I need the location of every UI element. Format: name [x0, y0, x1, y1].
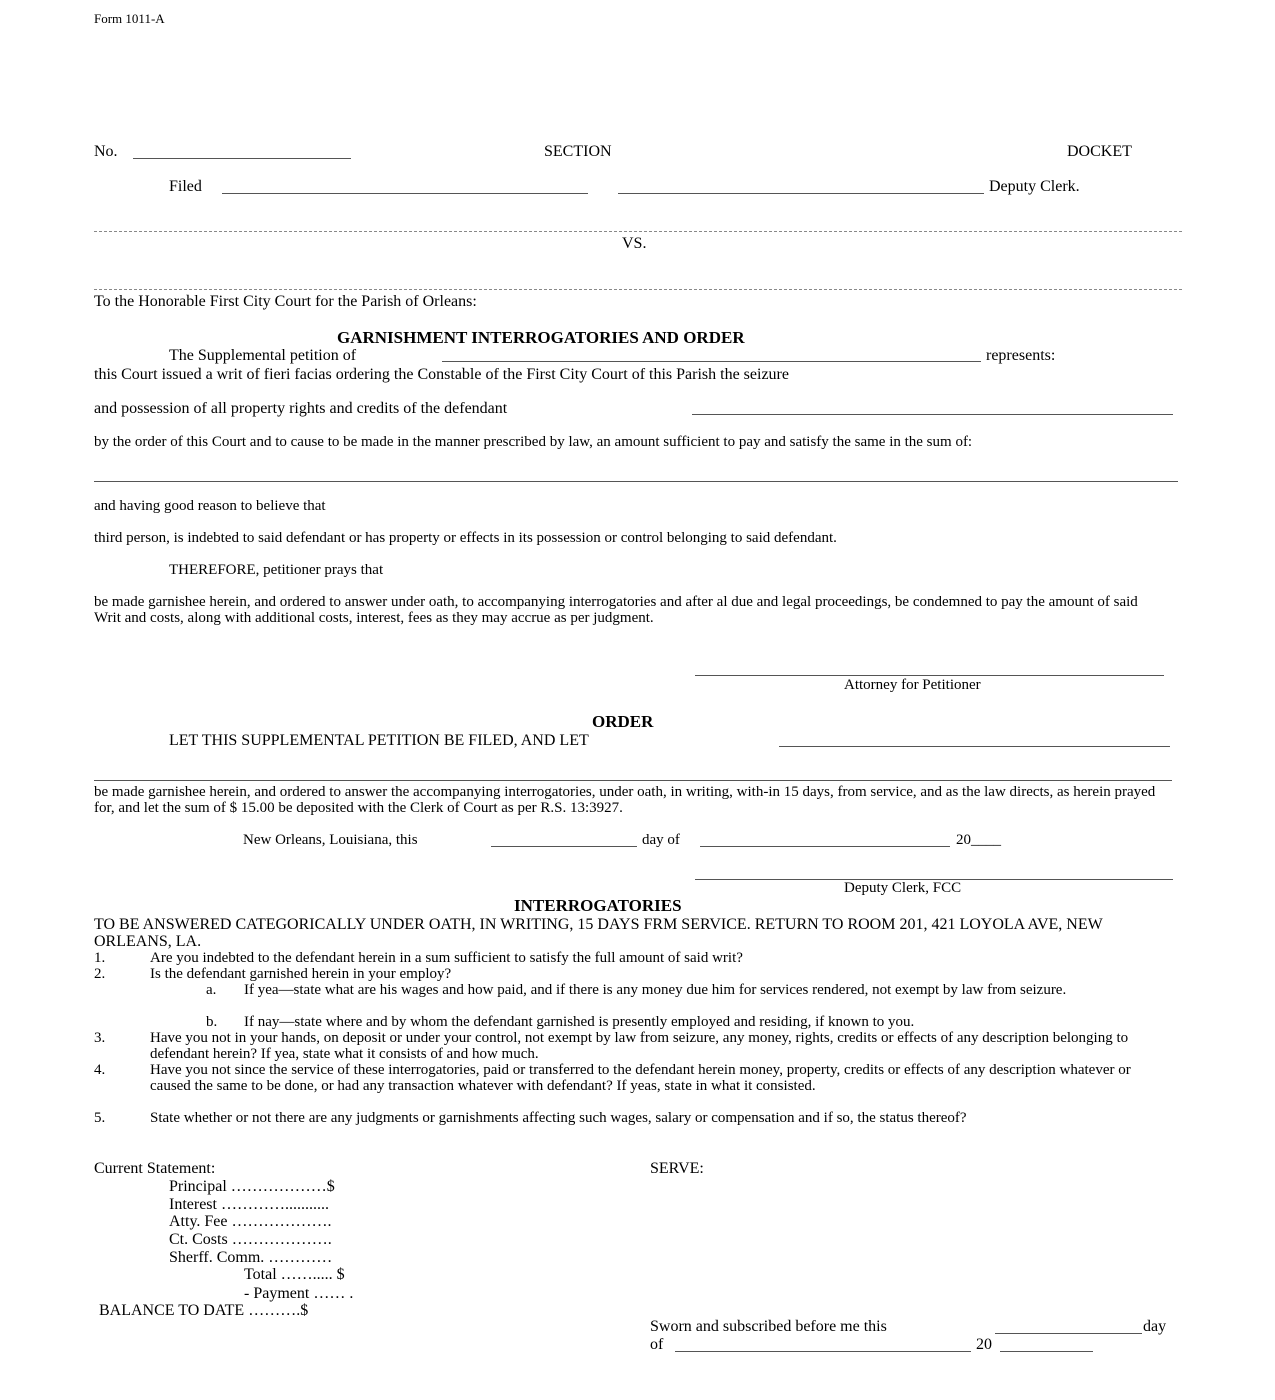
garnishee-blank-2[interactable] [94, 780, 1172, 781]
petition-line4: by the order of this Court and to cause to be made in the manner prescribed by law, an amount sufficient to pay and satisfy the same in the sum of: [94, 434, 973, 450]
order-line2: be made garnishee herein, and ordered to answer the accompanying interrogatories, under oath, in writing, with-in 15 days, from service, and as the law directs, as herein prayed for, and let the sum of $ 15.00 be deposited with the Clerk of Court as per R.S. 13:3927. [94, 784, 1156, 816]
section-label: SECTION [544, 143, 612, 160]
addressee: To the Honorable First City Court for the Parish of Orleans: [94, 293, 477, 310]
sworn-text-b: day [1143, 1318, 1167, 1335]
item-number: b. [206, 1014, 218, 1030]
statement-row: Principal ………………$ [169, 1178, 335, 1195]
no-blank[interactable] [133, 158, 351, 159]
statement-total: Total ……..... $ [244, 1266, 345, 1283]
petition-line5: and having good reason to believe that [94, 498, 326, 514]
filed-blank[interactable] [222, 193, 588, 194]
order-day-blank[interactable] [491, 846, 637, 847]
petition-line1-start: The Supplemental petition of [169, 347, 357, 364]
garnishee-blank[interactable] [779, 746, 1170, 747]
petition-title: GARNISHMENT INTERROGATORIES AND ORDER [337, 328, 745, 347]
defendant-blank[interactable] [692, 414, 1173, 415]
interrogatories-title: INTERROGATORIES [514, 896, 682, 915]
sworn-year-label: 20 [976, 1336, 992, 1353]
petition-line7: THEREFORE, petitioner prays that [169, 562, 384, 578]
docket-label: DOCKET [1067, 143, 1132, 160]
defendant-line[interactable] [94, 289, 1182, 290]
petition-line2: this Court issued a writ of fieri facias ordering the Constable of the First City Court of this Parish the seizure [94, 366, 789, 383]
petition-line8: be made garnishee herein, and ordered to answer under oath, to accompanying interrogatories and after al due and legal proceedings, be condemned to pay the amount of said Writ and costs, along with additional costs, interest, fees as they may accrue as per judgment. [94, 594, 1138, 626]
item-text: If yea—state what are his wages and how paid, and if there is any money due him for services rendered, not exempt by law from seizure. [244, 982, 1067, 998]
form-id: Form 1011-A [94, 11, 165, 26]
statement-balance: BALANCE TO DATE ……….$ [99, 1302, 309, 1319]
deputy-label: Deputy Clerk, FCC [844, 880, 962, 896]
item-number: 5. [94, 1110, 106, 1126]
deputy-clerk-label: Deputy Clerk. [989, 178, 1080, 195]
item-number: 2. [94, 966, 106, 982]
statement-row: Sherff. Comm. ………… [169, 1249, 333, 1266]
interrogatories-intro: TO BE ANSWERED CATEGORICALLY UNDER OATH, IN WRITING, 15 DAYS FRM SERVICE. RETURN TO ROOM 201, 421 LOYOLA AVE, NEW ORLEANS, LA. [94, 916, 1103, 950]
sworn-month-blank[interactable] [675, 1351, 971, 1352]
petition-line1-end: represents: [986, 347, 1056, 364]
statement-row: Atty. Fee ………………. [169, 1213, 332, 1230]
statement-heading: Current Statement: [94, 1160, 216, 1177]
deputy-clerk-blank[interactable] [618, 193, 984, 194]
order-date-c: 20____ [956, 832, 1001, 848]
item-number: 4. [94, 1062, 106, 1078]
statement-payment: - Payment …… . [244, 1285, 354, 1302]
item-text: Is the defendant garnished herein in your employ? [150, 966, 452, 982]
attorney-signature-line[interactable] [695, 675, 1164, 676]
sworn-of-label: of [650, 1336, 664, 1353]
petition-line6: third person, is indebted to said defendant or has property or effects in its possession or control belonging to said defendant. [94, 530, 837, 546]
sworn-day-blank[interactable] [995, 1333, 1142, 1334]
statement-row: Ct. Costs ………………. [169, 1231, 332, 1248]
petitioner-blank[interactable] [442, 361, 981, 362]
order-date-a: New Orleans, Louisiana, this [243, 832, 418, 848]
item-text: State whether or not there are any judgments or garnishments affecting such wages, salary or compensation and if so, the status thereof? [150, 1110, 967, 1126]
order-month-blank[interactable] [700, 846, 950, 847]
filed-label: Filed [169, 178, 202, 195]
item-number: 1. [94, 950, 106, 966]
item-number: 3. [94, 1030, 106, 1046]
order-date-b: day of [642, 832, 680, 848]
petition-line3: and possession of all property rights and credits of the defendant [94, 400, 508, 417]
order-title: ORDER [592, 712, 654, 731]
item-number: a. [206, 982, 217, 998]
item-text: If nay—state where and by whom the defendant garnished is presently employed and residing, if known to you. [244, 1014, 915, 1030]
sum-blank[interactable] [94, 481, 1178, 482]
order-line1: LET THIS SUPPLEMENTAL PETITION BE FILED, AND LET [169, 732, 589, 749]
no-label: No. [94, 143, 118, 160]
serve-label: SERVE: [650, 1160, 704, 1177]
plaintiff-line[interactable] [94, 231, 1182, 232]
sworn-year-blank[interactable] [1000, 1351, 1093, 1352]
vs-label: VS. [622, 235, 647, 252]
item-text: Have you not in your hands, on deposit or under your control, not exempt by law from seizure, any money, rights, credits or effects of any description belonging to defendant herein? If yea, state what it consists of and how much. [150, 1030, 1129, 1062]
item-text: Have you not since the service of these interrogatories, paid or transferred to the defendant herein money, property, credits or effects of any description whatever or caused the same to be done, or had any transaction whatever with defendant? If yeas, state in what it consisted. [150, 1062, 1131, 1094]
statement-row: Interest …………........... [169, 1196, 329, 1213]
attorney-label: Attorney for Petitioner [844, 677, 981, 693]
item-text: Are you indebted to the defendant herein in a sum sufficient to satisfy the full amount of said writ? [150, 950, 743, 966]
sworn-text-a: Sworn and subscribed before me this [650, 1318, 887, 1335]
